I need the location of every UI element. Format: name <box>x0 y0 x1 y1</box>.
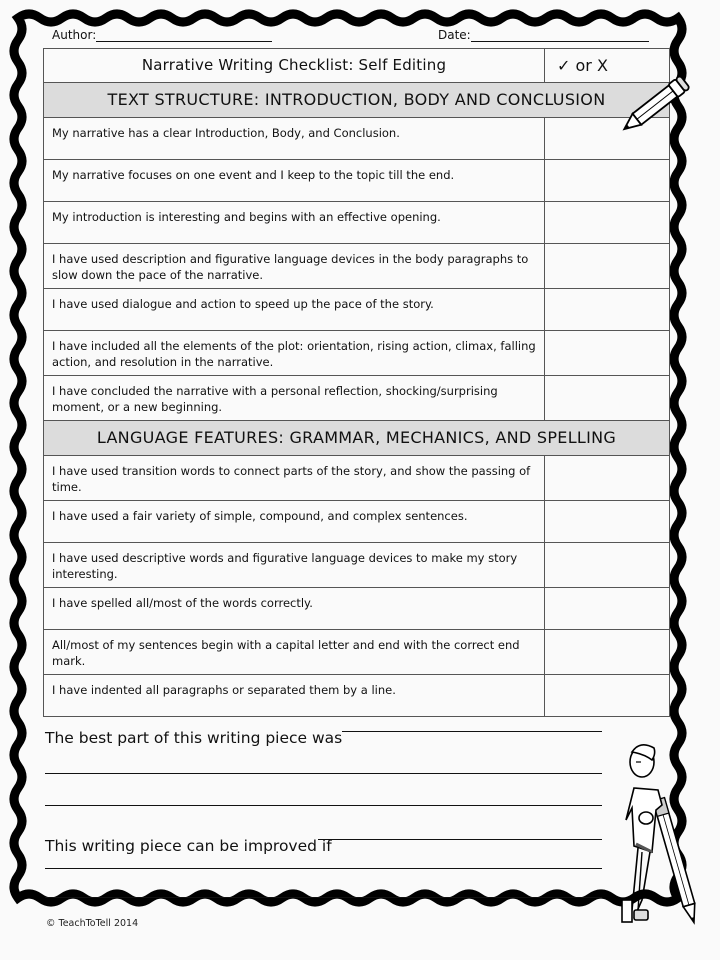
best-part-answer-line-2[interactable] <box>45 773 602 774</box>
table-row <box>44 543 670 588</box>
check-box[interactable] <box>545 331 670 376</box>
best-part-answer-line[interactable] <box>342 731 602 732</box>
improvement-prompt: This writing piece can be improved if <box>45 837 332 855</box>
best-part-prompt: The best part of this writing piece was <box>45 729 343 747</box>
table-row <box>44 289 670 331</box>
check-box[interactable] <box>545 376 670 421</box>
check-box[interactable] <box>545 160 670 202</box>
author-input-line[interactable] <box>96 29 272 42</box>
check-box[interactable] <box>545 588 670 630</box>
table-row <box>44 160 670 202</box>
section-heading-text-structure: TEXT STRUCTURE: INTRODUCTION, BODY AND CONCLUSION <box>44 83 670 118</box>
check-box[interactable] <box>545 501 670 543</box>
table-row <box>44 588 670 630</box>
table-row <box>44 202 670 244</box>
checklist-title: Narrative Writing Checklist: Self Editing <box>44 49 545 83</box>
checklist-item: I have indented all paragraphs or separated them by a line. <box>44 675 545 717</box>
table-row <box>44 675 670 717</box>
date-label: Date: <box>438 28 471 42</box>
date-input-line[interactable] <box>471 29 649 42</box>
checklist-item: I have used dialogue and action to speed up the pace of the story. <box>44 289 545 331</box>
table-row <box>44 501 670 543</box>
check-box[interactable] <box>545 543 670 588</box>
boy-with-pencil-illustration <box>612 740 702 930</box>
author-field[interactable] <box>52 28 272 42</box>
section-heading-row <box>44 421 670 456</box>
table-row <box>44 244 670 289</box>
date-field[interactable] <box>438 28 649 42</box>
table-row <box>44 118 670 160</box>
improvement-answer-line[interactable] <box>318 839 602 840</box>
check-box[interactable] <box>545 456 670 501</box>
table-row <box>44 456 670 501</box>
checklist-item: My introduction is interesting and begins with an effective opening. <box>44 202 545 244</box>
checklist-item: I have used descriptive words and figurative language devices to make my story interesting. <box>44 543 545 588</box>
author-label: Author: <box>52 28 97 42</box>
copyright-notice: © TeachToTell 2014 <box>46 918 139 929</box>
checklist-item: I have used description and figurative language devices in the body paragraphs to slow down the pace of the narrative. <box>44 244 545 289</box>
check-box[interactable] <box>545 244 670 289</box>
checklist-item: My narrative has a clear Introduction, Body, and Conclusion. <box>44 118 545 160</box>
best-part-answer-line-3[interactable] <box>45 805 602 806</box>
checklist-item: I have used a fair variety of simple, compound, and complex sentences. <box>44 501 545 543</box>
pencil-icon <box>620 72 696 136</box>
improvement-answer-line-2[interactable] <box>45 868 602 869</box>
checklist-item: All/most of my sentences begin with a capital letter and end with the correct end mark. <box>44 630 545 675</box>
check-box[interactable] <box>545 202 670 244</box>
checklist-item: I have included all the elements of the plot: orientation, rising action, climax, falling action, and resolution in the narrative. <box>44 331 545 376</box>
checklist-item: I have concluded the narrative with a personal reflection, shocking/surprising moment, or a new beginning. <box>44 376 545 421</box>
section-heading-language-features: LANGUAGE FEATURES: GRAMMAR, MECHANICS, AND SPELLING <box>44 421 670 456</box>
mark-column-header: ✓ or X <box>545 49 670 83</box>
checklist-item: I have spelled all/most of the words correctly. <box>44 588 545 630</box>
table-title-row <box>44 49 670 83</box>
improvement-answer-line-3[interactable] <box>45 897 602 898</box>
check-box[interactable] <box>545 675 670 717</box>
table-row <box>44 630 670 675</box>
checklist-table <box>43 48 670 717</box>
check-box[interactable] <box>545 630 670 675</box>
checklist-item: My narrative focuses on one event and I keep to the topic till the end. <box>44 160 545 202</box>
check-box[interactable] <box>545 289 670 331</box>
section-heading-row <box>44 83 670 118</box>
checklist-item: I have used transition words to connect parts of the story, and show the passing of time. <box>44 456 545 501</box>
table-row <box>44 331 670 376</box>
table-row <box>44 376 670 421</box>
